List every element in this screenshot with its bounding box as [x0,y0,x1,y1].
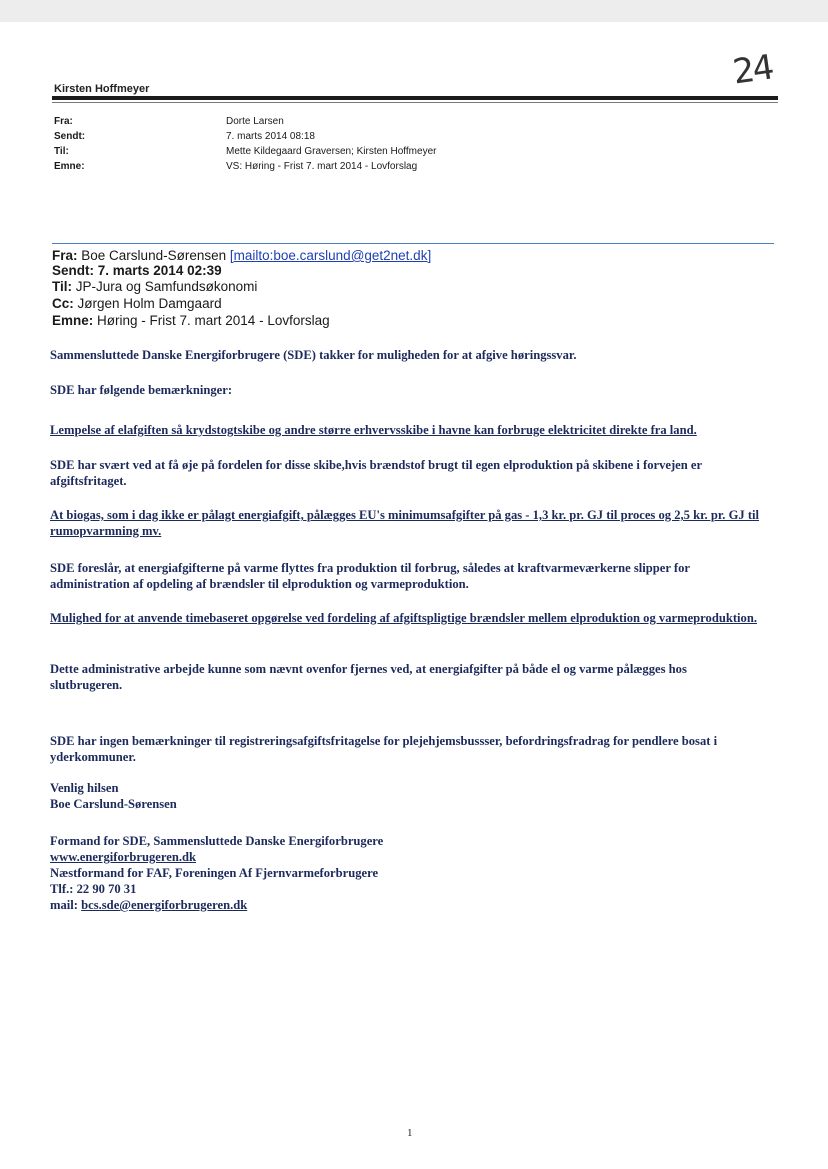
topic-heading-biogas: At biogas, som i dag ikke er pålagt energiafgift, pålægges EU's minimumsafgifter på gas - 1,3 kr. pr. GJ til proces og 2,5 kr. pr. GJ til rumopvarmning mv. [50,508,760,538]
original-subject-line [52,313,330,328]
forward-from-label: Fra: [54,116,73,127]
signature-website-line [50,850,196,866]
original-to-line [52,279,257,294]
signature-website-link[interactable]: www.energiforbrugeren.dk [50,850,196,864]
signature-greeting: Venlig hilsen [50,781,119,795]
original-cc-line [52,296,222,311]
original-from-email-link[interactable]: [mailto:boe.carslund@get2net.dk] [229,248,432,263]
signature-mail-link[interactable]: bcs.sde@energiforbrugeren.dk [81,898,248,912]
original-from-name: Boe Carslund-Sørensen [81,248,227,263]
handwritten-page-number: 24 [730,47,775,93]
original-sent-label: Sendt: [52,263,94,278]
topic-heading-hourly-allocation: Mulighed for at anvende timebaseret opgørelse ved fordeling af afgiftspligtige brændsler mellem elproduktion og varmeproduktion. [50,611,757,625]
original-to-label: Til: [52,279,72,294]
original-subject-label: Emne: [52,313,94,328]
body-hourly-allocation-comment: Dette administrative arbejde kunne som nævnt ovenfor fjernes ved, at energiafgifter på både el og varme pålægges hos slutbrugeren. [50,662,687,692]
forward-sent-label: Sendt: [54,131,86,142]
forward-from-value: Dorte Larsen [226,116,284,127]
forward-subject-label: Emne: [54,161,85,172]
original-sent-value: 7. marts 2014 02:39 [97,263,222,278]
forward-to-label: Til: [54,146,69,157]
signature-phone: Tlf.: 22 90 70 31 [50,882,137,896]
body-shore-power-comment: SDE har svært ved at få øje på fordelen for disse skibe,hvis brændstof brugt til egen elproduktion på skibene i forvejen er afgiftsfritaget. [50,458,702,488]
signature-mail-label: mail: [50,898,78,912]
body-intro: Sammensluttede Danske Energiforbrugere (SDE) takker for muligheden for at afgive høringssvar. [50,348,577,362]
mailbox-owner: Kirsten Hoffmeyer [54,83,150,95]
signature-title-faf: Næstformand for FAF, Foreningen Af Fjernvarmeforbrugere [50,866,379,880]
original-from-label: Fra: [52,248,78,263]
page-number: 1 [407,1127,413,1139]
signature-name: Boe Carslund-Sørensen [50,797,177,811]
body-registration-comment: SDE har ingen bemærkninger til registreringsafgiftsfritagelse for plejehjemsbussser, befordringsfradrag for pendlere bosat i yderkommuner. [50,734,718,764]
original-cc-value: Jørgen Holm Damgaard [77,296,222,311]
topic-heading-shore-power: Lempelse af elafgiften så krydstogtskibe og andre større erhvervsskibe i havne kan forbruge elektricitet direkte fra land. [50,423,697,437]
original-from-line [52,248,431,263]
original-to-value: JP-Jura og Samfundsøkonomi [75,279,258,294]
forward-subject-value: VS: Høring - Frist 7. mart 2014 - Lovforslag [226,161,418,172]
header-divider-thin [52,102,778,103]
header-divider [52,96,778,100]
original-sent-line [52,263,222,278]
body-remarks-intro: SDE har følgende bemærkninger: [50,383,233,397]
scan-top-band [0,0,828,22]
original-subject-value: Høring - Frist 7. mart 2014 - Lovforslag [97,313,330,328]
forward-sent-value: 7. marts 2014 08:18 [226,131,315,142]
original-cc-label: Cc: [52,296,74,311]
forward-to-value: Mette Kildegaard Graversen; Kirsten Hoffmeyer [226,146,437,157]
body-biogas-comment: SDE foreslår, at energiafgifterne på varme flyttes fra produktion til forbrug, således at kraftvarmeværkerne slipper for administration af opdeling af brændsler til elproduktion og varmeproduktion. [50,561,690,591]
signature-mail-line [50,898,247,914]
signature-title-sde: Formand for SDE, Sammensluttede Danske Energiforbrugere [50,834,384,848]
original-message-divider [52,243,774,244]
